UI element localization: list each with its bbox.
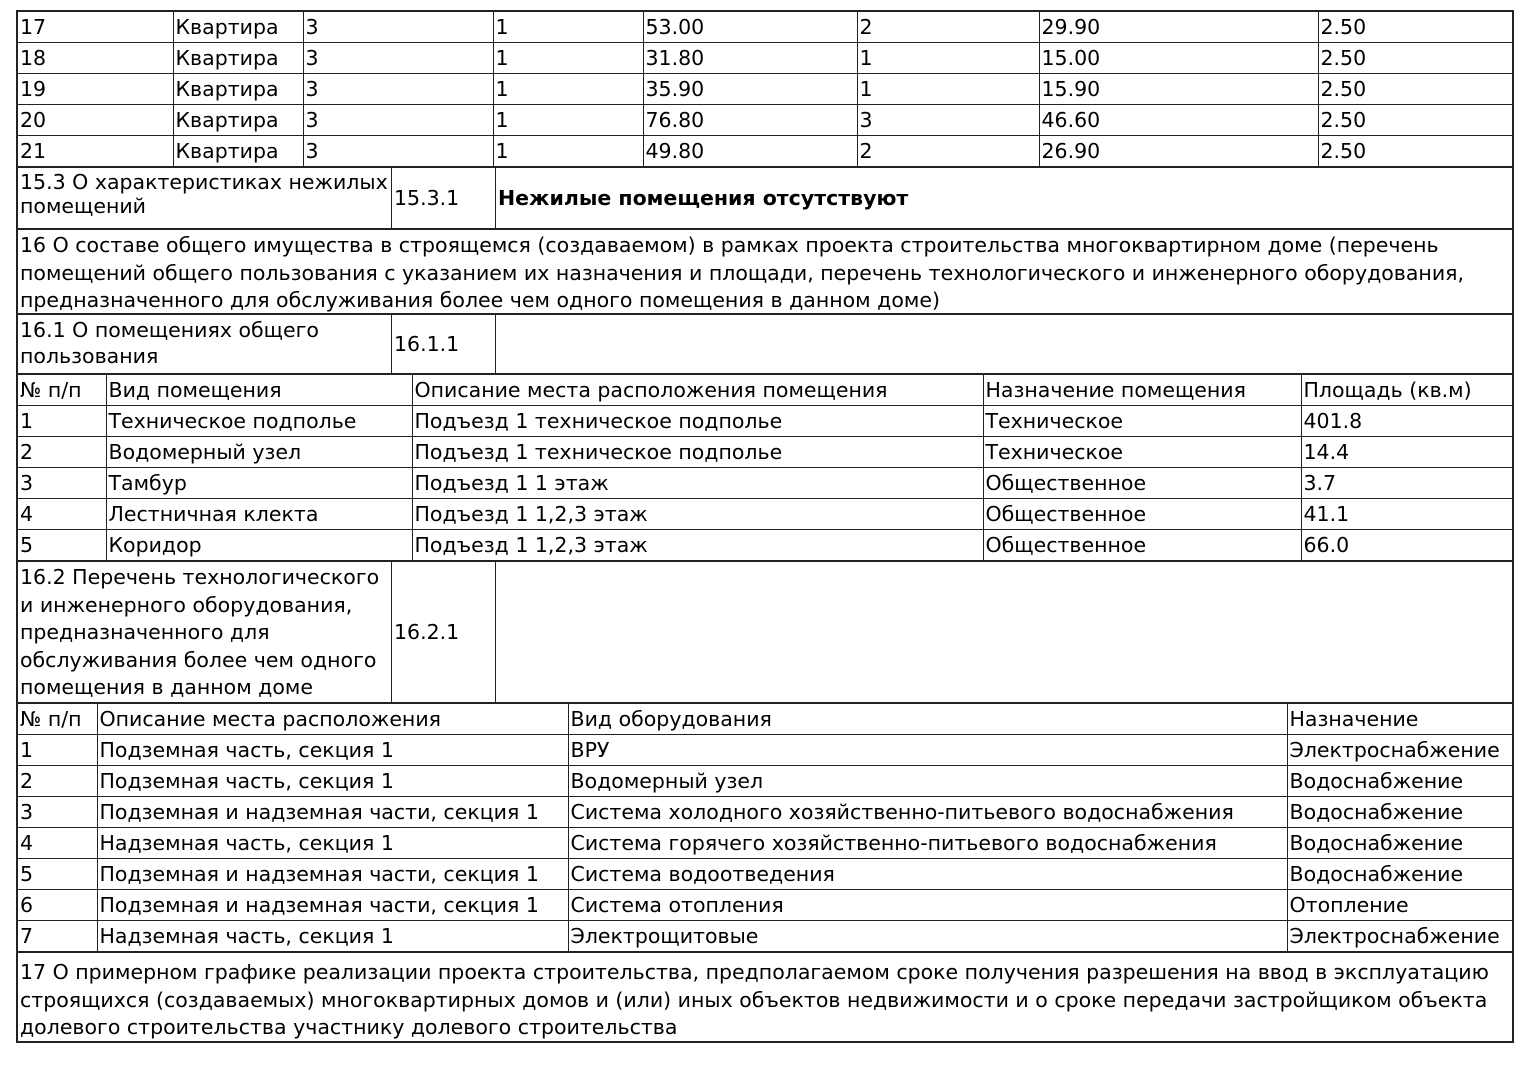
equipment-cell: Электроснабжение xyxy=(1287,735,1512,766)
section-16-2 xyxy=(16,562,1514,704)
section-16-1-label: 16.1 О помещениях общего пользования xyxy=(18,315,392,373)
apartment-cell: 1 xyxy=(493,12,643,43)
column-header: Назначение xyxy=(1287,704,1512,735)
apartment-cell: 29.90 xyxy=(1039,12,1318,43)
apartment-cell: 20 xyxy=(18,105,173,136)
document-page xyxy=(16,10,1514,1043)
common-room-cell: Коридор xyxy=(106,530,412,561)
common-room-cell: Подъезд 1 1 этаж xyxy=(412,468,983,499)
apartment-row xyxy=(18,12,1512,43)
apartment-cell: Квартира xyxy=(173,74,303,105)
equipment-cell: Подземная и надземная части, секция 1 xyxy=(97,890,568,921)
common-room-row xyxy=(18,530,1512,561)
common-rooms-header-row xyxy=(18,375,1512,406)
equipment-cell: Система горячего хозяйственно-питьевого водоснабжения xyxy=(568,828,1287,859)
column-header: № п/п xyxy=(18,704,97,735)
equipment-cell: 2 xyxy=(18,766,97,797)
apartment-cell: Квартира xyxy=(173,136,303,167)
equipment-cell: Подземная часть, секция 1 xyxy=(97,766,568,797)
equipment-cell: 5 xyxy=(18,859,97,890)
common-room-cell: Лестничная клекта xyxy=(106,499,412,530)
common-room-cell: 401.8 xyxy=(1301,406,1512,437)
common-room-cell: Подъезд 1 техническое подполье xyxy=(412,406,983,437)
apartment-cell: 3 xyxy=(303,12,493,43)
column-header: Назначение помещения xyxy=(983,375,1301,406)
column-header: Описание места расположения xyxy=(97,704,568,735)
equipment-cell: Водоснабжение xyxy=(1287,828,1512,859)
equipment-row xyxy=(18,766,1512,797)
apartment-cell: 2 xyxy=(857,12,1039,43)
common-room-cell: Водомерный узел xyxy=(106,437,412,468)
common-rooms-table xyxy=(18,375,1512,560)
apartment-cell: 2.50 xyxy=(1318,136,1512,167)
equipment-cell: 3 xyxy=(18,797,97,828)
apartment-cell: 2.50 xyxy=(1318,43,1512,74)
equipment-cell: Система водоотведения xyxy=(568,859,1287,890)
apartment-cell: 2.50 xyxy=(1318,105,1512,136)
common-rooms-table-block xyxy=(16,375,1514,562)
common-room-row xyxy=(18,499,1512,530)
equipment-row xyxy=(18,890,1512,921)
equipment-cell: Подземная и надземная части, секция 1 xyxy=(97,859,568,890)
common-room-cell: Подъезд 1 1,2,3 этаж xyxy=(412,499,983,530)
column-header: Площадь (кв.м) xyxy=(1301,375,1512,406)
apartment-row xyxy=(18,105,1512,136)
equipment-cell: Система холодного хозяйственно-питьевого водоснабжения xyxy=(568,797,1287,828)
equipment-cell: 1 xyxy=(18,735,97,766)
apartment-cell: Квартира xyxy=(173,12,303,43)
section-15-3-label: 15.3 О характеристиках нежилых помещений xyxy=(18,168,392,228)
apartment-cell: 19 xyxy=(18,74,173,105)
common-room-row xyxy=(18,406,1512,437)
common-room-cell: 1 xyxy=(18,406,106,437)
apartment-cell: 35.90 xyxy=(643,74,857,105)
section-16-2-value xyxy=(496,562,1512,702)
equipment-cell: 7 xyxy=(18,921,97,952)
equipment-row xyxy=(18,797,1512,828)
common-room-cell: 3.7 xyxy=(1301,468,1512,499)
section-17-heading: 17 О примерном графике реализации проекта строительства, предполагаемом сроке получения разрешения на ввод в эксплуатацию строящихся (создаваемых) многоквартирных домов и (или) иных объектов недвижимости и о сроке передачи застройщиком объекта долевого строительства участнику долевого строительства xyxy=(16,953,1514,1043)
section-16-1 xyxy=(16,315,1514,375)
common-room-cell: Подъезд 1 техническое подполье xyxy=(412,437,983,468)
equipment-cell: ВРУ xyxy=(568,735,1287,766)
equipment-table-block xyxy=(16,704,1514,953)
section-16-1-code: 16.1.1 xyxy=(392,315,496,373)
common-room-cell: Техническое подполье xyxy=(106,406,412,437)
column-header: Вид помещения xyxy=(106,375,412,406)
equipment-row xyxy=(18,921,1512,952)
apartment-cell: 18 xyxy=(18,43,173,74)
section-15-3-code: 15.3.1 xyxy=(392,168,496,228)
equipment-cell: Электроснабжение xyxy=(1287,921,1512,952)
apartment-cell: 2 xyxy=(857,136,1039,167)
apartment-cell: 1 xyxy=(493,105,643,136)
equipment-cell: Надземная часть, секция 1 xyxy=(97,921,568,952)
common-room-cell: 14.4 xyxy=(1301,437,1512,468)
apartment-cell: 1 xyxy=(857,43,1039,74)
equipment-row xyxy=(18,735,1512,766)
apartment-row xyxy=(18,136,1512,167)
equipment-cell: Электрощитовые xyxy=(568,921,1287,952)
equipment-cell: Водоснабжение xyxy=(1287,859,1512,890)
apartment-cell: 1 xyxy=(493,43,643,74)
apartment-cell: 15.00 xyxy=(1039,43,1318,74)
common-room-cell: 41.1 xyxy=(1301,499,1512,530)
apartment-cell: 17 xyxy=(18,12,173,43)
equipment-cell: Подземная и надземная части, секция 1 xyxy=(97,797,568,828)
apartments-table xyxy=(18,12,1512,166)
equipment-cell: Надземная часть, секция 1 xyxy=(97,828,568,859)
apartment-row xyxy=(18,74,1512,105)
section-15-3-value: Нежилые помещения отсутствуют xyxy=(498,186,909,210)
apartment-cell: Квартира xyxy=(173,43,303,74)
common-room-cell: 2 xyxy=(18,437,106,468)
column-header: Описание места расположения помещения xyxy=(412,375,983,406)
column-header: Вид оборудования xyxy=(568,704,1287,735)
common-room-cell: 66.0 xyxy=(1301,530,1512,561)
apartment-cell: 49.80 xyxy=(643,136,857,167)
common-room-cell: Тамбур xyxy=(106,468,412,499)
section-16-heading: 16 О составе общего имущества в строящемся (создаваемом) в рамках проекта строительства многоквартирном доме (перечень помещений общего пользования с указанием их назначения и площади, перечень технологического и инженерного оборудования, предназначенного для обслуживания более чем одного помещения в данном доме) xyxy=(16,230,1514,315)
common-room-row xyxy=(18,437,1512,468)
apartment-cell: 46.60 xyxy=(1039,105,1318,136)
apartment-cell: 3 xyxy=(303,74,493,105)
apartment-cell: 21 xyxy=(18,136,173,167)
apartment-cell: 26.90 xyxy=(1039,136,1318,167)
equipment-cell: 4 xyxy=(18,828,97,859)
apartment-cell: 2.50 xyxy=(1318,74,1512,105)
common-room-cell: Техническое xyxy=(983,437,1301,468)
apartment-cell: 76.80 xyxy=(643,105,857,136)
column-header: № п/п xyxy=(18,375,106,406)
common-room-cell: 3 xyxy=(18,468,106,499)
apartment-cell: Квартира xyxy=(173,105,303,136)
common-room-cell: Общественное xyxy=(983,499,1301,530)
apartment-cell: 3 xyxy=(303,43,493,74)
section-16-2-label: 16.2 Перечень технологического и инженерного оборудования, предназначенного для обслуживания более чем одного помещения в данном доме xyxy=(18,562,392,702)
apartment-cell: 3 xyxy=(857,105,1039,136)
common-room-cell: Подъезд 1 1,2,3 этаж xyxy=(412,530,983,561)
apartment-cell: 1 xyxy=(493,136,643,167)
equipment-cell: Подземная часть, секция 1 xyxy=(97,735,568,766)
common-room-cell: Техническое xyxy=(983,406,1301,437)
apartment-cell: 2.50 xyxy=(1318,12,1512,43)
equipment-row xyxy=(18,859,1512,890)
equipment-cell: Система отопления xyxy=(568,890,1287,921)
section-16-1-value xyxy=(496,315,1512,373)
apartment-cell: 53.00 xyxy=(643,12,857,43)
apartment-cell: 15.90 xyxy=(1039,74,1318,105)
apartment-row xyxy=(18,43,1512,74)
equipment-table xyxy=(18,704,1512,951)
apartment-cell: 31.80 xyxy=(643,43,857,74)
equipment-cell: Водоснабжение xyxy=(1287,766,1512,797)
apartments-table-block xyxy=(16,10,1514,168)
apartment-cell: 3 xyxy=(303,105,493,136)
common-room-cell: Общественное xyxy=(983,468,1301,499)
common-room-cell: Общественное xyxy=(983,530,1301,561)
equipment-header-row xyxy=(18,704,1512,735)
section-16-2-code: 16.2.1 xyxy=(392,562,496,702)
apartment-cell: 1 xyxy=(493,74,643,105)
equipment-cell: Отопление xyxy=(1287,890,1512,921)
common-room-cell: 4 xyxy=(18,499,106,530)
equipment-row xyxy=(18,828,1512,859)
equipment-cell: 6 xyxy=(18,890,97,921)
common-room-row xyxy=(18,468,1512,499)
equipment-cell: Водоснабжение xyxy=(1287,797,1512,828)
apartment-cell: 1 xyxy=(857,74,1039,105)
equipment-cell: Водомерный узел xyxy=(568,766,1287,797)
apartment-cell: 3 xyxy=(303,136,493,167)
section-15-3 xyxy=(16,168,1514,230)
common-room-cell: 5 xyxy=(18,530,106,561)
